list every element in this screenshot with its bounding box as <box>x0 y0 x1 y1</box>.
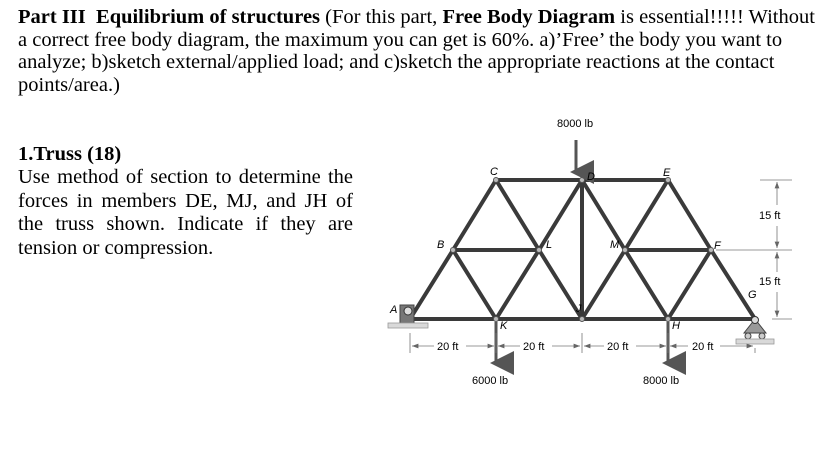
member-EF <box>668 180 711 250</box>
member-MH <box>625 250 668 319</box>
fbd-emphasis: Free Body Diagram <box>442 6 616 28</box>
joint-label-M: M <box>610 239 620 251</box>
load-label-top: 8000 lb <box>557 118 594 130</box>
member-JM <box>582 250 625 319</box>
instructions-text-2: is essential!!!!! Without a correct free body diagram, the maximum you can get is 60%. a)’Free’ the body you want to analyze; b)sketch external/applied load; and c)sketch the appropriate reactions at the contact points/area.) <box>18 6 815 96</box>
part-topic: Equilibrium of structures <box>96 6 321 28</box>
dim-label-span1: 20 ft <box>437 341 459 353</box>
member-BC <box>453 180 496 250</box>
joint-label-J: J <box>576 303 582 315</box>
dim-label-span4: 20 ft <box>692 341 714 353</box>
joint-label-L: L <box>546 239 553 251</box>
dim-label-span3: 20 ft <box>607 341 629 353</box>
member-AB <box>410 250 453 319</box>
joint-label-H: H <box>672 320 680 332</box>
problem-body: Use method of section to determine the forces in members DE, MJ, and JH of the truss shown. Indicate if they are tension or compression. <box>18 166 353 259</box>
member-KL <box>496 250 539 319</box>
part-title: Part III <box>18 6 86 28</box>
load-label-right: 8000 lb <box>643 375 680 387</box>
truss-members <box>410 180 755 319</box>
joint-label-C: C <box>490 166 498 178</box>
instructions-text-1: (For this part, <box>320 6 443 28</box>
dim-label-h1: 15 ft <box>759 210 781 222</box>
dim-label-span2: 20 ft <box>523 341 545 353</box>
member-BK <box>453 250 496 319</box>
joint-label-D: D <box>587 171 595 183</box>
joint-label-A: A <box>390 304 398 316</box>
joint-label-F: F <box>714 240 721 252</box>
joint-label-B: B <box>437 239 445 251</box>
load-label-left: 6000 lb <box>472 375 509 387</box>
dim-label-h2: 15 ft <box>759 276 781 288</box>
dimension-lines <box>410 180 792 353</box>
joint-label-K: K <box>500 320 508 332</box>
joint-label-G: G <box>748 289 757 301</box>
member-FG <box>711 250 755 319</box>
problem-title: 1.Truss (18) <box>18 143 122 165</box>
joint-label-E: E <box>663 167 671 179</box>
member-CL <box>496 180 539 250</box>
member-HF <box>668 250 711 319</box>
member-ME <box>625 180 668 250</box>
